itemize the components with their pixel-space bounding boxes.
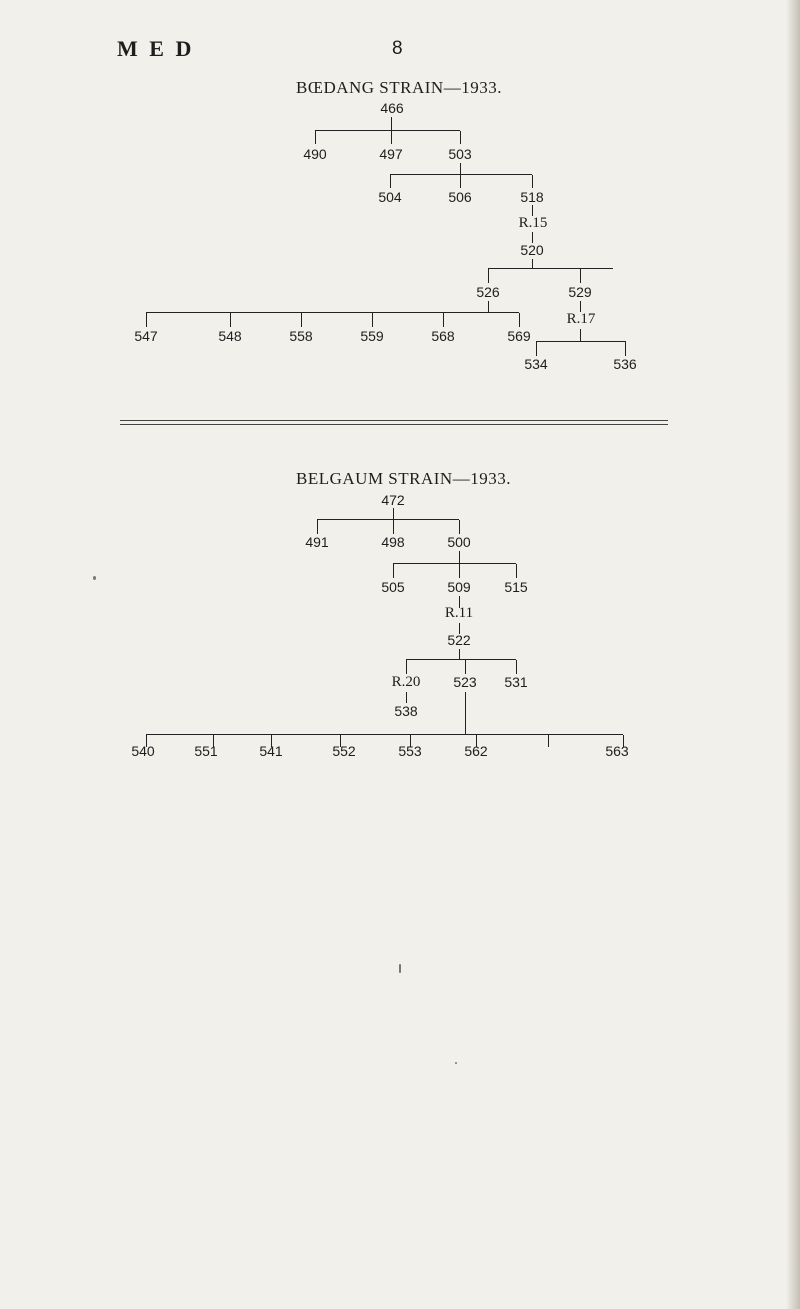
tree-node: 491 xyxy=(305,534,329,550)
tree-node: 559 xyxy=(360,328,384,344)
tree-node: 522 xyxy=(447,632,471,648)
paper-speck xyxy=(93,576,96,580)
connector xyxy=(459,564,460,578)
tree-node: 515 xyxy=(504,579,528,595)
page-number: 8 xyxy=(392,38,403,59)
tree-node: R.20 xyxy=(391,674,421,690)
tree-node: 498 xyxy=(381,534,405,550)
connector xyxy=(390,175,391,188)
tree-node: 534 xyxy=(524,356,548,372)
tree-node: 538 xyxy=(394,703,418,719)
sibling-bar xyxy=(393,563,516,564)
sibling-bar xyxy=(390,174,532,175)
connector xyxy=(393,520,394,534)
tree-node: 540 xyxy=(131,743,155,759)
connector xyxy=(301,313,302,327)
tree-node: 562 xyxy=(464,743,488,759)
tree-node: 520 xyxy=(520,242,544,258)
chart-title: BŒDANG STRAIN—1933. xyxy=(296,78,502,97)
connector xyxy=(465,692,466,734)
connector xyxy=(372,313,373,327)
paper-speck xyxy=(455,1062,457,1064)
tree-node: 569 xyxy=(507,328,531,344)
connector xyxy=(532,259,533,268)
journal-mark: M E D xyxy=(117,36,195,61)
connector xyxy=(460,163,461,174)
tree-node: 505 xyxy=(381,579,405,595)
connector xyxy=(230,313,231,327)
connector xyxy=(406,692,407,703)
tree-node: 547 xyxy=(134,328,158,344)
root-node: 466 xyxy=(380,100,404,116)
tree-node: 518 xyxy=(520,189,544,205)
tree-node: 563 xyxy=(605,743,629,759)
tree-node: 509 xyxy=(447,579,471,595)
connector xyxy=(393,508,394,519)
page-edge-shadow xyxy=(786,0,800,1309)
root-node: 472 xyxy=(381,492,405,508)
tree-node: R.11 xyxy=(444,605,474,621)
chart-title: BELGAUM STRAIN—1933. xyxy=(296,469,511,488)
tree-node: R.17 xyxy=(566,311,596,327)
tree-node: 490 xyxy=(303,146,327,162)
connector xyxy=(536,342,537,356)
connector xyxy=(488,301,489,312)
connector xyxy=(488,269,489,283)
tree-node: 536 xyxy=(613,356,637,372)
connector xyxy=(516,660,517,674)
connector xyxy=(393,564,394,578)
sibling-bar xyxy=(146,734,623,735)
tree-node: R.15 xyxy=(518,215,548,231)
connector xyxy=(317,520,318,534)
tree-node: 523 xyxy=(453,674,477,690)
connector xyxy=(459,520,460,534)
sibling-bar xyxy=(146,312,519,313)
paper-speck xyxy=(399,964,401,973)
connector xyxy=(391,117,392,130)
connector xyxy=(548,735,549,747)
connector xyxy=(516,564,517,578)
connector xyxy=(532,175,533,188)
section-divider xyxy=(120,420,668,425)
tree-node: 541 xyxy=(259,743,283,759)
connector xyxy=(460,175,461,188)
connector xyxy=(465,660,466,674)
connector xyxy=(443,313,444,327)
sibling-bar xyxy=(488,268,613,269)
connector xyxy=(625,342,626,356)
sibling-bar xyxy=(317,519,459,520)
sibling-bar xyxy=(536,341,626,342)
connector xyxy=(406,660,407,674)
tree-node: 558 xyxy=(289,328,313,344)
tree-node: 568 xyxy=(431,328,455,344)
connector xyxy=(459,649,460,659)
connector xyxy=(519,313,520,327)
tree-node: 531 xyxy=(504,674,528,690)
connector xyxy=(459,551,460,563)
connector xyxy=(580,269,581,283)
connector xyxy=(315,131,316,144)
tree-node: 553 xyxy=(398,743,422,759)
tree-node: 552 xyxy=(332,743,356,759)
sibling-bar xyxy=(315,130,460,131)
connector xyxy=(146,313,147,327)
tree-node: 503 xyxy=(448,146,472,162)
tree-node: 500 xyxy=(447,534,471,550)
tree-node: 506 xyxy=(448,189,472,205)
connector xyxy=(460,131,461,144)
tree-node: 551 xyxy=(194,743,218,759)
sibling-bar xyxy=(406,659,516,660)
connector xyxy=(391,131,392,144)
tree-node: 497 xyxy=(379,146,403,162)
tree-node: 526 xyxy=(476,284,500,300)
tree-node: 504 xyxy=(378,189,402,205)
tree-node: 548 xyxy=(218,328,242,344)
connector xyxy=(580,329,581,341)
tree-node: 529 xyxy=(568,284,592,300)
